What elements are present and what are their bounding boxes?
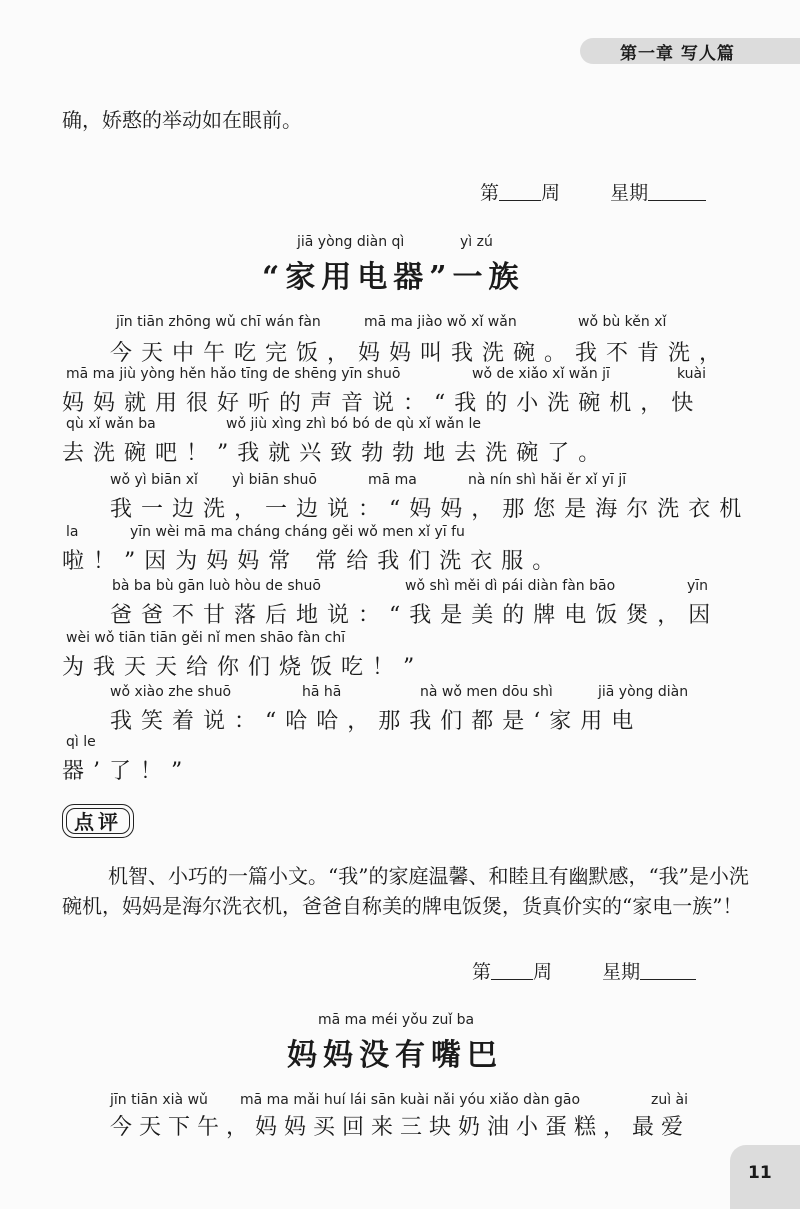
week-mid: 周 bbox=[541, 182, 561, 204]
pinyin-line: wǒ xiào zhe shuō bbox=[110, 684, 232, 700]
pinyin-line: zuì ài bbox=[651, 1092, 689, 1108]
weekday-blank[interactable] bbox=[640, 959, 696, 980]
pinyin-line: wèi wǒ tiān tiān gěi nǐ men shāo fàn chī bbox=[66, 630, 346, 646]
pinyin-line: mā ma bbox=[368, 472, 417, 488]
body-line: 今天中午吃完饭，妈妈叫我洗碗。我不肯洗， bbox=[110, 341, 731, 366]
pinyin-line: yīn wèi mā ma cháng cháng gěi wǒ men xǐ yī fu bbox=[130, 524, 465, 540]
body-line: 我笑着说：“哈哈，那我们都是‘家用电 bbox=[110, 709, 643, 734]
title-pinyin: mā ma méi yǒu zuǐ ba bbox=[318, 1012, 475, 1028]
body-line: 今天下午，妈妈买回来三块奶油小蛋糕，最爱 bbox=[110, 1115, 691, 1140]
pinyin-line: la bbox=[66, 524, 79, 540]
week-prefix: 第 bbox=[472, 961, 492, 983]
pinyin-line: jīn tiān zhōng wǔ chī wán fàn bbox=[116, 314, 321, 330]
week-prefix: 第 bbox=[480, 182, 500, 204]
pinyin-line: mā ma mǎi huí lái sān kuài nǎi yóu xiǎo dàn gāo bbox=[240, 1092, 581, 1108]
chapter-header: 第一章 写人篇 bbox=[620, 44, 735, 64]
review-line: 碗机，妈妈是海尔洗衣机，爸爸自称美的牌电饭煲，货真价实的“家电一族”！ bbox=[62, 894, 743, 918]
body-line: 为我天天给你们烧饭吃！” bbox=[62, 655, 424, 680]
pinyin-line: jīn tiān xià wǔ bbox=[110, 1092, 208, 1108]
pinyin-line: jiā yòng diàn bbox=[598, 684, 689, 700]
week-mid: 周 bbox=[533, 961, 553, 983]
week-line bbox=[472, 957, 696, 984]
body-line: 去洗碗吧！”我就兴致勃勃地去洗碗了。 bbox=[62, 441, 610, 466]
week-blank[interactable] bbox=[491, 959, 533, 980]
body-line: 器’了！” bbox=[62, 759, 192, 784]
title-pinyin: yì zú bbox=[460, 234, 493, 250]
pinyin-line: kuài bbox=[677, 366, 707, 382]
body-line: 我一边洗，一边说：“妈妈，那您是海尔洗衣机 bbox=[110, 497, 751, 522]
pinyin-line: mā ma jiào wǒ xǐ wǎn bbox=[364, 314, 517, 330]
pinyin-line: qì le bbox=[66, 734, 96, 750]
pinyin-line: hā hā bbox=[302, 684, 342, 700]
title-pinyin: jiā yòng diàn qì bbox=[297, 234, 405, 250]
pinyin-line: bà ba bù gān luò hòu de shuō bbox=[112, 578, 321, 594]
pinyin-line: wǒ jiù xìng zhì bó bó de qù xǐ wǎn le bbox=[226, 416, 481, 432]
review-badge bbox=[62, 804, 134, 838]
pinyin-line: wǒ bù kěn xǐ bbox=[578, 314, 667, 330]
weekday-label: 星期 bbox=[610, 182, 649, 204]
carryover-text: 确，娇憨的举动如在眼前。 bbox=[62, 108, 302, 132]
pinyin-line: mā ma jiù yòng hěn hǎo tīng de shēng yīn shuō bbox=[66, 366, 401, 382]
pinyin-line: yīn bbox=[687, 578, 709, 594]
pinyin-line: nà nín shì hǎi ěr xǐ yī jī bbox=[468, 472, 627, 488]
week-line bbox=[480, 178, 706, 205]
review-line: 机智、小巧的一篇小文。“我”的家庭温馨、和睦且有幽默感，“我”是小洗 bbox=[108, 864, 749, 888]
weekday-label: 星期 bbox=[602, 961, 641, 983]
page-number: 11 bbox=[748, 1163, 772, 1183]
body-line: 啦！”因为妈妈常 常给我们洗衣服。 bbox=[62, 549, 564, 574]
pinyin-line: wǒ shì měi dì pái diàn fàn bāo bbox=[405, 578, 616, 594]
pinyin-line: wǒ de xiǎo xǐ wǎn jī bbox=[472, 366, 610, 382]
pinyin-line: yì biān shuō bbox=[232, 472, 317, 488]
week-blank[interactable] bbox=[499, 180, 541, 201]
pinyin-line: nà wǒ men dōu shì bbox=[420, 684, 553, 700]
section-title: “家用电器”一族 bbox=[262, 260, 525, 295]
body-line: 妈妈就用很好听的声音说：“我的小洗碗机，快 bbox=[62, 391, 703, 416]
section-title: 妈妈没有嘴巴 bbox=[287, 1038, 503, 1073]
pinyin-line: wǒ yì biān xǐ bbox=[110, 472, 198, 488]
review-label: 点评 bbox=[66, 808, 130, 834]
weekday-blank[interactable] bbox=[648, 180, 706, 201]
body-line: 爸爸不甘落后地说：“我是美的牌电饭煲，因 bbox=[110, 603, 720, 628]
pinyin-line: qù xǐ wǎn ba bbox=[66, 416, 156, 432]
